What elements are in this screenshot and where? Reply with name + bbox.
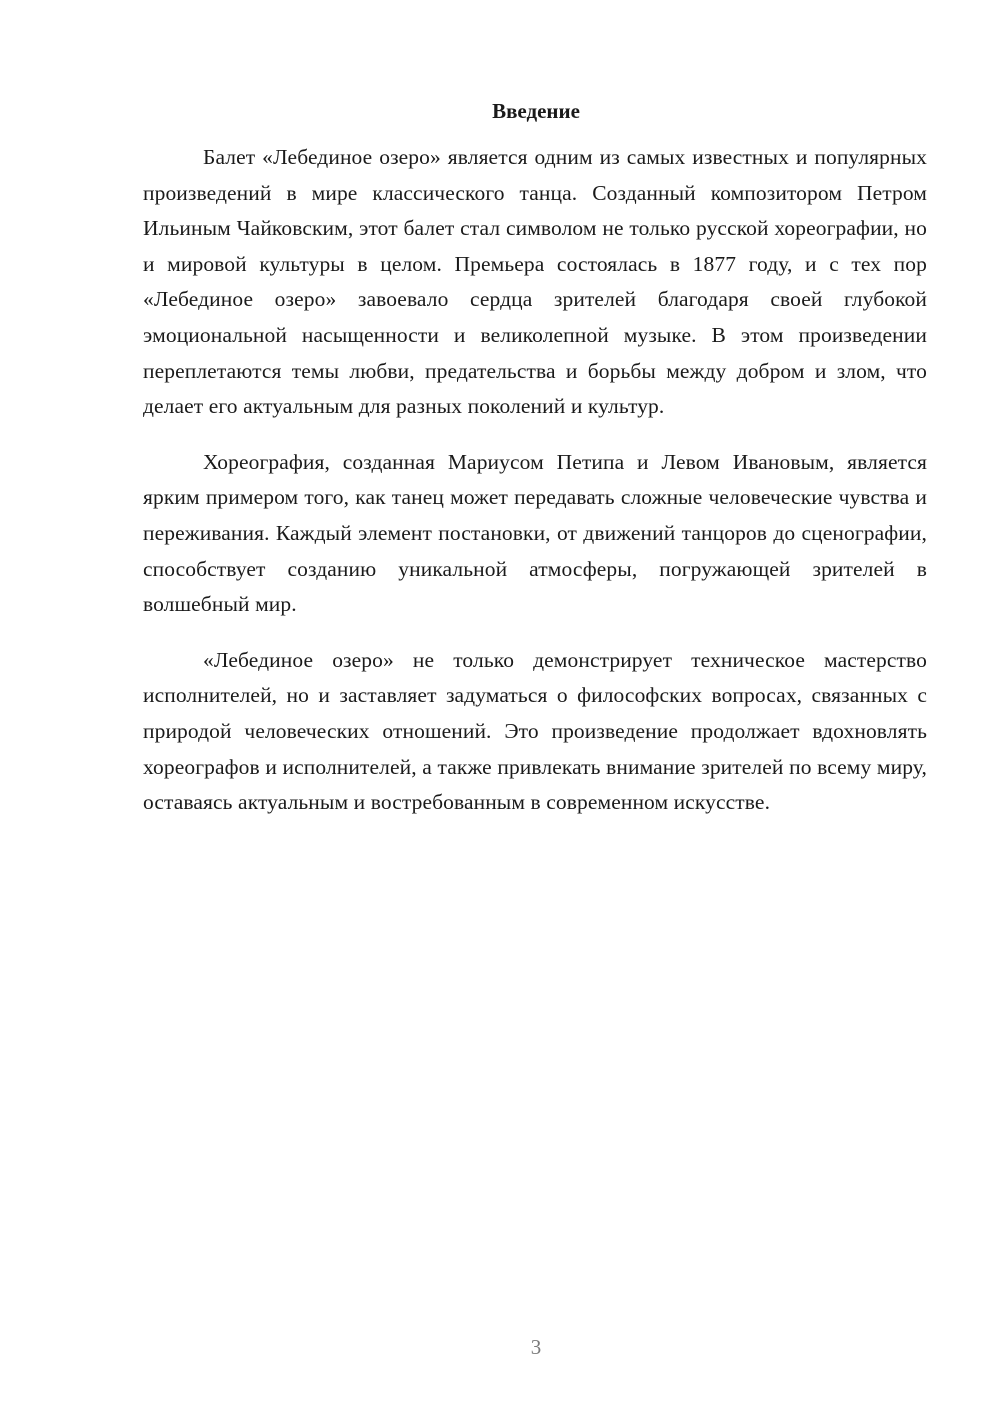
paragraph-intro: Балет «Лебединое озеро» является одним из самых известных и популярных произведений в мире классического танца. Созданный композитором Петром Ильиным Чайковским, этот балет стал символом не только русской хореографии, но и мировой культуры в целом. Премьера состоялась в 1877 году, и с тех пор «Лебединое озеро» завоевало сердца зрителей благодаря своей глубокой эмоциональной насыщенности и великолепной музыке. В этом произведении переплетаются темы любви, предательства и борьбы между добром и злом, что делает его актуальным для разных поколений и культур. [143, 145, 927, 419]
page-number: 3 [530, 1335, 542, 1359]
body-text [143, 140, 927, 841]
section-title: Введение [492, 99, 580, 123]
paragraph-choreography: Хореография, созданная Мариусом Петипа и Левом Ивановым, является ярким примером того, как танец может передавать сложные человеческие чувства и переживания. Каждый элемент постановки, от движений танцоров до сценографии, способствует созданию уникальной атмосферы, погружающей зрителей в волшебный мир. [143, 449, 927, 617]
paragraph-conclusion: «Лебединое озеро» не только демонстрирует техническое мастерство исполнителей, но и заставляет задуматься о философских вопросах, связанных с природой человеческих отношений. Это произведение продолжает вдохновлять хореографов и исполнителей, а также привлекать внимание зрителей по всему миру, оставаясь актуальным и востребованным в современном искусстве. [143, 647, 927, 815]
